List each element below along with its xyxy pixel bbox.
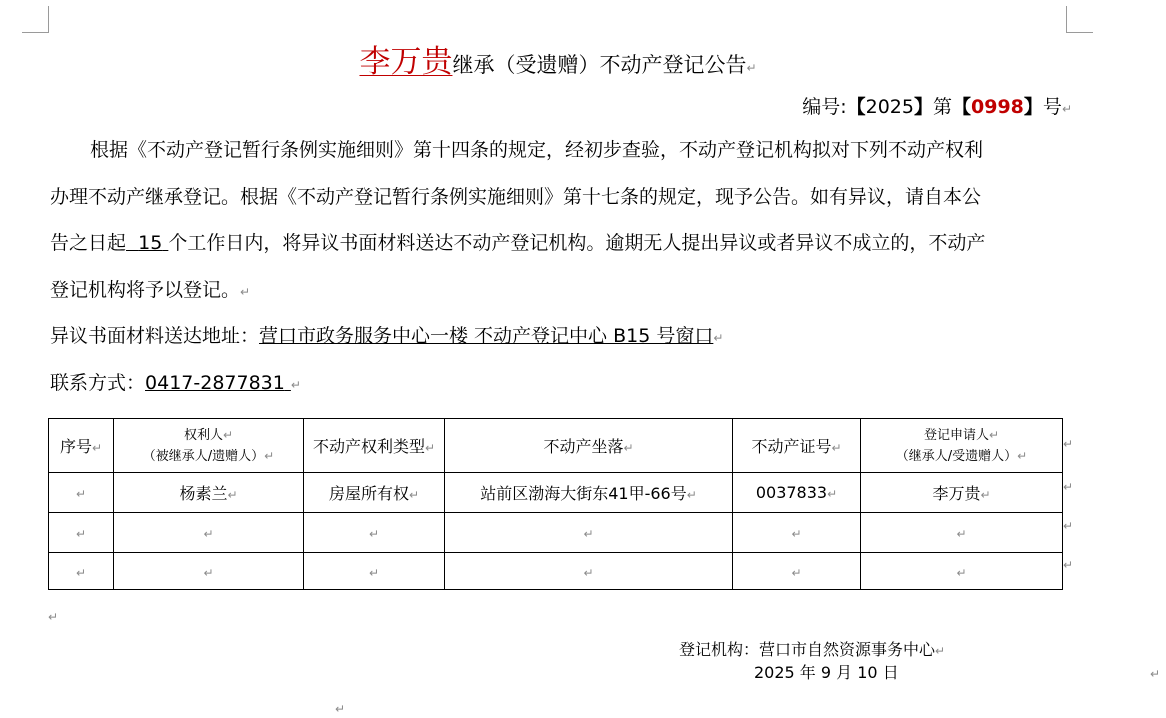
table-header-row — [49, 419, 1063, 473]
serial-number: 编号:【2025】第【0998】号↵ — [802, 96, 1072, 118]
header-right-type: 不动产权利类型↵ — [304, 419, 445, 473]
serial-number-value: 0998 — [971, 96, 1024, 118]
title-text: 继承（受遗赠）不动产登记公告 — [452, 53, 747, 77]
cell-empty: ↵ — [49, 553, 114, 590]
cell-seq: ↵ — [49, 473, 114, 513]
notice-body — [50, 127, 1070, 313]
header-applicant: 登记申请人↵ （继承人/受遗赠人）↵ — [861, 419, 1063, 473]
body-line-1: 根据《不动产登记暂行条例实施细则》第十四条的规定，经初步查验，不动产登记机构拟对下列不动产权利 — [90, 139, 984, 161]
cell-empty: ↵ — [861, 553, 1063, 590]
cell-owner: 杨素兰↵ — [114, 473, 304, 513]
cell-empty: ↵ — [445, 553, 733, 590]
paragraph-mark-icon: ↵ — [746, 61, 757, 75]
paragraph-mark-icon: ↵ — [713, 331, 724, 345]
cell-empty: ↵ — [445, 513, 733, 553]
header-owner: 权利人↵ （被继承人/遗赠人）↵ — [114, 419, 304, 473]
body-line-3: 告之日起 15 个工作日内，将异议书面材料送达不动产登记机构。逾期无人提出异议或者异议不成立的，不动产 — [50, 232, 986, 254]
cell-right-type: 房屋所有权↵ — [304, 473, 445, 513]
paragraph-mark-icon: ↵ — [1061, 102, 1072, 116]
table-row — [49, 473, 1063, 513]
title-applicant-name: 李万贵 — [359, 44, 453, 80]
page-corner-top-left — [22, 6, 49, 33]
row-end-mark-icon: ↵ — [1063, 480, 1074, 494]
row-end-mark-icon: ↵ — [1063, 437, 1074, 451]
paragraph-mark-icon: ↵ — [335, 702, 346, 716]
registration-org: 登记机构：营口市自然资源事务中心↵ — [679, 640, 946, 659]
contact-phone: 0417-2877831 — [145, 372, 285, 394]
property-table — [48, 418, 1063, 590]
table-row — [49, 513, 1063, 553]
cell-cert: 0037833↵ — [733, 473, 861, 513]
contact-info: 联系方式：0417-2877831 ↵ — [50, 372, 301, 394]
header-cert: 不动产证号↵ — [733, 419, 861, 473]
objection-days: 15 — [138, 232, 163, 254]
page-corner-top-right — [1066, 6, 1093, 33]
body-line-2: 办理不动产继承登记。根据《不动产登记暂行条例实施细则》第十七条的规定，现予公告。如有异议，请自本公 — [50, 185, 982, 208]
cell-empty: ↵ — [49, 513, 114, 553]
cell-empty: ↵ — [114, 553, 304, 590]
paragraph-mark-icon: ↵ — [935, 644, 946, 658]
body-line-4: 登记机构将予以登记。↵ — [50, 278, 251, 301]
header-location: 不动产坐落↵ — [445, 419, 733, 473]
table-row — [49, 553, 1063, 590]
cell-empty: ↵ — [304, 553, 445, 590]
cell-empty: ↵ — [861, 513, 1063, 553]
cell-empty: ↵ — [733, 553, 861, 590]
cell-empty: ↵ — [114, 513, 304, 553]
paragraph-mark-icon: ↵ — [48, 610, 59, 624]
address-value: 营口市政务服务中心一楼 不动产登记中心 B15 号窗口 — [259, 325, 714, 347]
notice-date: 2025 年 9 月 10 日 — [754, 663, 899, 682]
serial-year: 2025 — [865, 96, 914, 118]
paragraph-mark-icon: ↵ — [240, 284, 251, 299]
paragraph-mark-icon: ↵ — [290, 378, 301, 392]
objection-address: 异议书面材料送达地址：营口市政务服务中心一楼 不动产登记中心 B15 号窗口↵ — [50, 325, 724, 347]
cell-applicant: 李万贵↵ — [861, 473, 1063, 513]
row-end-mark-icon: ↵ — [1063, 519, 1074, 533]
cell-empty: ↵ — [733, 513, 861, 553]
cell-empty: ↵ — [304, 513, 445, 553]
row-end-mark-icon: ↵ — [1063, 558, 1074, 572]
header-seq: 序号↵ — [49, 419, 114, 473]
paragraph-mark-icon: ↵ — [1150, 667, 1161, 681]
cell-location: 站前区渤海大街东41甲-66号↵ — [445, 473, 733, 513]
notice-title — [0, 36, 1116, 81]
